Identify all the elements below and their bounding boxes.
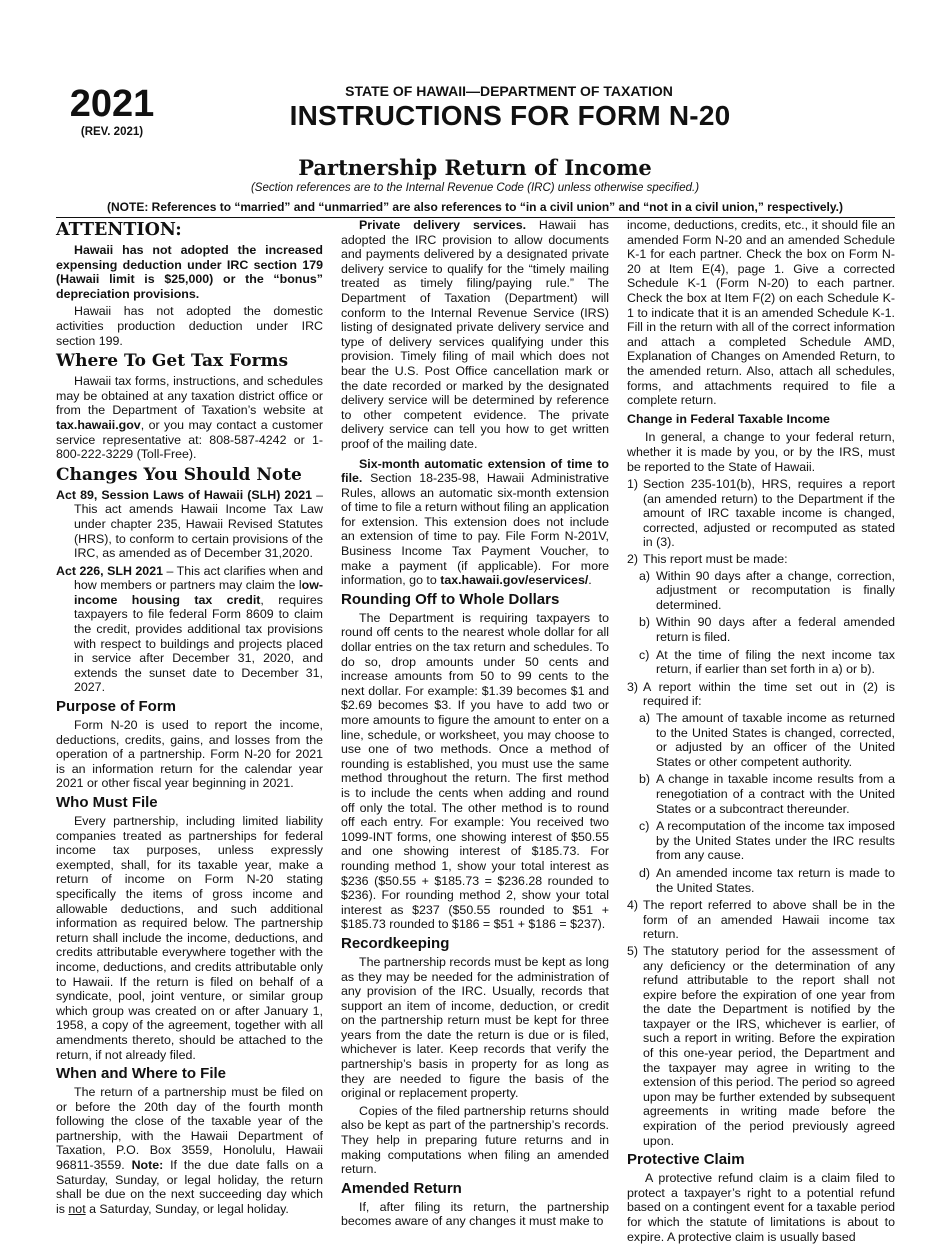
agency-name: STATE OF HAWAII—DEPARTMENT OF TAXATION	[345, 83, 673, 99]
extension-label: Six-month automatic extension of time to file.	[341, 456, 609, 486]
act-226-text-cont: , requires taxpayers to file federal Form 8609 to claim the credit, provides additional tax provisions with respect to buildings and projects placed in service after December 31, 2020, and extends the sunset date to December 31, 2027.	[74, 592, 323, 695]
list-marker: d)	[639, 865, 651, 880]
forms-text: Hawaii tax forms, instructions, and schedules may be obtained at any taxation district office or from the Department of Taxation’s website at	[56, 374, 323, 418]
recordkeeping-heading: Recordkeeping	[341, 934, 450, 952]
list-item	[627, 944, 895, 1148]
sub-list-item	[639, 569, 895, 613]
form-year: 2021	[69, 83, 155, 125]
protective-claim-heading: Protective Claim	[627, 1151, 745, 1169]
purpose-heading: Purpose of Form	[56, 698, 177, 716]
private-delivery-label: Private delivery services.	[359, 218, 527, 232]
forms-contact-text: , or you may contact a customer service representative at: 808-587-4242 or 1-800-222-3229 (Toll-Free).	[56, 417, 323, 462]
list-marker: b)	[639, 772, 651, 787]
act-89-text: – This act amends Hawaii Income Tax Law under chapter 235, Hawaii Revised Statutes (HRS), to conform to certain provisions of the IRC, as amended as of December 31,2020.	[74, 487, 323, 561]
federal-change-heading: Change in Federal Taxable Income	[627, 411, 830, 426]
extension-text: Section 18-235-98, Hawaii Administrative Rules, allows an automatic six-month extension of time to file a return without filing an application for extension. This extension does not include an extension of time to pay. File Form N-201V, Business Income Tax Payment Voucher, to make a payment (if applicable). For more information, go to	[341, 471, 609, 588]
list-text: A report within the time set out in (2) is required if:	[643, 679, 895, 709]
extension-paragraph	[341, 457, 609, 588]
list-text: This report must be made:	[643, 552, 788, 567]
not-emphasis: not	[68, 1201, 86, 1216]
eservices-link[interactable]: tax.hawaii.gov/eservices/	[440, 573, 589, 588]
sub-list-item	[639, 615, 895, 644]
list-item	[627, 552, 895, 567]
list-text: An amended income tax return is made to the United States.	[656, 865, 895, 895]
list-marker: 5)	[627, 943, 639, 958]
act-226-label: Act 226, SLH 2021	[56, 563, 163, 578]
private-delivery-paragraph	[341, 218, 609, 452]
changes-heading: Changes You Should Note	[56, 464, 302, 485]
who-must-file-paragraph: Every partnership, including limited liability companies treated as partnerships for federal income tax purposes, unless expressly exempted, shall, for its taxable year, make a return of income on Form N-20 stating specifically the items of gross income and allowable deductions, and such additional information as required below. The partnership return shall include the income, deductions, and credits attributable everywhere together with the income, deductions, and credits attributable only to Hawaii. If the return is filed on behalf of a syndicate, pool, joint venture, or similar group which group was created on or after January 1, 1958, a copy of the agreement, together with all amendments thereto, should be attached to the return, if not already filed.	[56, 814, 323, 1062]
protective-claim-paragraph: A protective refund claim is a claim filed to protect a taxpayer’s right to a potential refund based on a contingent event for a taxable period for which the statute of limitations is about to expire. A protective claim is usually based	[627, 1171, 895, 1244]
purpose-paragraph: Form N-20 is used to report the income, deductions, credits, gains, and losses from the operation of a partnership. Form N-20 for 2021 is an information return for the calendar year 2021 or other fiscal year beginning in 2021.	[56, 718, 323, 791]
act-89-item	[56, 488, 323, 561]
attention-heading: ATTENTION:	[56, 220, 182, 240]
low-income-credit-term: ow-income housing tax credit	[74, 578, 323, 607]
tax-website-link[interactable]: tax.hawaii.gov	[56, 417, 141, 432]
extension-period: .	[588, 573, 592, 588]
list-marker: a)	[639, 568, 651, 583]
sub-list-item	[639, 819, 895, 863]
sub-list-item	[639, 772, 895, 816]
list-text: A change in taxable income results from a renegotiation of a contract with the United States or a subcontract thereunder.	[656, 772, 895, 816]
sub-list-item	[639, 648, 895, 677]
list-marker: 3)	[627, 679, 639, 694]
page-title: INSTRUCTIONS FOR FORM N-20	[289, 100, 731, 131]
page-subtitle: Partnership Return of Income	[298, 155, 652, 180]
rounding-paragraph: The Department is requiring taxpayers to round off cents to the nearest whole dollar for all dollar entries on the tax return and schedules. To do so, drop amounts under 50 cents and increase amounts from 50 to 99 cents to the next dollar. For example: $1.39 becomes $1 and $2.69 becomes $3. If you have to add two or more amounts to figure the amount to enter on a line, schedule, or worksheet, you may choose to use one of two methods. Once a method of rounding is established, you must use the same method throughout the return. The first method is to include the cents when adding and round off only the total. The other method is to round off each entry. For example: You received two 1099-INT forms, one showing interest of $50.55 and one showing interest of $185.73. For rounding method 1, show your total interest as $236 ($50.55 + $185.73 = $236.28 rounded to $236). For rounding method 2, show your total interest as $237 ($50.55 rounded to $51 + $185.73 rounded to $186 = $51 + $186 = $237).	[341, 610, 609, 932]
list-marker: a)	[639, 711, 651, 725]
sub-list-item	[639, 866, 895, 895]
list-text: The statutory period for the assessment of any deficiency or the determination of any refund attributable to the report shall not expire before the expiration of one year from the date the Department is notified by the taxpayer or the IRS, whichever is earlier, of such a report in writing. Before the expiration of this one-year period, the Department and the taxpayer may agree in writing to the extension of this period. The period so agreed upon may be further extended by subsequent agreements in writing made before the expiration of the period previously agreed upon.	[643, 943, 895, 1148]
when-text-cont: If the due date falls on a Saturday, Sunday, or legal holiday, the return shall be due on the next succeeding day which is	[56, 1158, 323, 1216]
column-right	[627, 218, 895, 1247]
column-left	[56, 218, 323, 1219]
list-marker: 2)	[627, 552, 639, 567]
list-item	[627, 898, 895, 942]
recordkeeping-paragraph-2: Copies of the filed partnership returns should also be kept as part of the partnership’s records. They help in preparing future returns and in making computations when filing an amended return.	[341, 1103, 609, 1177]
amended-return-continued: income, deductions, credits, etc., it should file an amended Form N-20 and an amended Schedule K-1 for each partner. Check the box on Form N-20 at Item E(4), page 1. Give a corrected Schedule K-1 (Form N-20) to each partner. Check the box at Item F(2) on each Schedule K-1 to indicate that it is an amended Schedule K-1. Fill in the return with all of the correct information and attach a completed Schedule AMD, Explanation of Changes on Amended Return, to the amended return. Also, attach all schedules, forms, and attachments required to file a complete return.	[627, 218, 895, 408]
note-label: Note:	[131, 1158, 164, 1173]
federal-change-intro: In general, a change to your federal return, whether it is made by you, or by the IRS, must be reported to the State of Hawaii.	[627, 430, 895, 474]
form-revision: (REV. 2021)	[80, 126, 144, 138]
list-marker: 1)	[627, 477, 639, 492]
act-226-text: – This act clarifies when and how members or partners may claim the l	[74, 563, 323, 593]
recordkeeping-paragraph-1: The partnership records must be kept as long as they may be needed for the administration of any provision of the IRC. Usually, records that support an item of income, deduction, or credit on the partnership return must be kept for three years from the date the return is due or is filed, whichever is later. Keep records that verify the partnership’s basis in property for as long as they are needed to figure the basis of the original or replacement property.	[341, 954, 609, 1101]
list-text: The amount of taxable income as returned to the United States is changed, corrected, or adjusted by an officer of the United States or other competent authority.	[656, 711, 895, 769]
act-89-label: Act 89, Session Laws of Hawaii (SLH) 2021	[56, 487, 312, 502]
column-middle	[341, 218, 609, 1232]
sub-list-item	[639, 711, 895, 769]
who-must-file-heading: Who Must File	[56, 794, 158, 811]
list-text: The report referred to above shall be in the form of an amended Hawaii income tax return.	[643, 898, 895, 942]
act-226-item	[56, 564, 323, 695]
when-text-end: a Saturday, Sunday, or legal holiday.	[85, 1201, 289, 1216]
private-delivery-text: Hawaii has adopted the IRC provision to allow documents and payments delivered by a designated private delivery service to qualify for the “timely mailing treated as timely filing/paying rule.” The Department of Taxation (Department) will conform to the Internal Revenue Service (IRS) listing of designated private delivery service and type of delivery services qualifying under this provision. Timely filing of mail which does not bear the U.S. Post Office cancellation mark or the date recorded or marked by the designated delivery service will be determined by reference to other competent evidence. The private delivery service can tell you how to get written proof of the mailing date.	[341, 218, 609, 451]
list-marker: b)	[639, 615, 651, 630]
section-reference-note: (Section references are to the Internal Revenue Code (IRC) unless otherwise specified.)	[250, 182, 700, 194]
list-marker: 4)	[627, 898, 639, 913]
rounding-heading: Rounding Off to Whole Dollars	[341, 590, 560, 608]
forms-paragraph	[56, 374, 323, 462]
attention-paragraph: Hawaii has not adopted the domestic activities production deduction under IRC section 199.	[56, 304, 323, 348]
form-year-block	[62, 84, 162, 138]
forms-heading: Where To Get Tax Forms	[56, 351, 289, 372]
list-text: Section 235-101(b), HRS, requires a report (an amended return) to the Department if the amount of IRC taxable income is changed, corrected, adjusted or recomputed as stated in (3).	[643, 477, 895, 550]
when-text: The return of a partnership must be filed on or before the 20th day of the fourth month following the close of the taxable year of the partnership, with the Hawaii Department of Taxation, P.O. Box 3559, Honolulu, Hawaii 96811-3559.	[56, 1085, 323, 1173]
list-marker: c)	[639, 819, 650, 834]
list-item	[627, 680, 895, 709]
list-item	[627, 477, 895, 550]
civil-union-note: (NOTE: References to “married” and “unmarried” are also references to “in a civil union” and “not in a civil union,” respectively.)	[107, 200, 843, 214]
amended-return-heading: Amended Return	[341, 1179, 462, 1197]
list-text: Within 90 days after a change, correction, adjustment or recomputation is finally determined.	[656, 568, 895, 612]
attention-bold-text: Hawaii has not adopted the increased expensing deduction under IRC section 179 (Hawaii limit is $25,000) or the “bonus” depreciation provisions.	[56, 243, 323, 301]
attention-bold-paragraph	[56, 243, 323, 301]
list-marker: c)	[639, 647, 650, 662]
when-where-paragraph	[56, 1085, 323, 1216]
when-where-heading: When and Where to File	[56, 1065, 227, 1083]
list-text: At the time of filing the next income tax return, if earlier than set forth in a) or b).	[656, 647, 895, 677]
amended-return-paragraph: If, after filing its return, the partnership becomes aware of any changes it must make to	[341, 1199, 609, 1229]
list-text: A recomputation of the income tax imposed by the United States under the IRC results from any cause.	[656, 819, 895, 863]
list-text: Within 90 days after a federal amended return is filed.	[656, 615, 895, 645]
